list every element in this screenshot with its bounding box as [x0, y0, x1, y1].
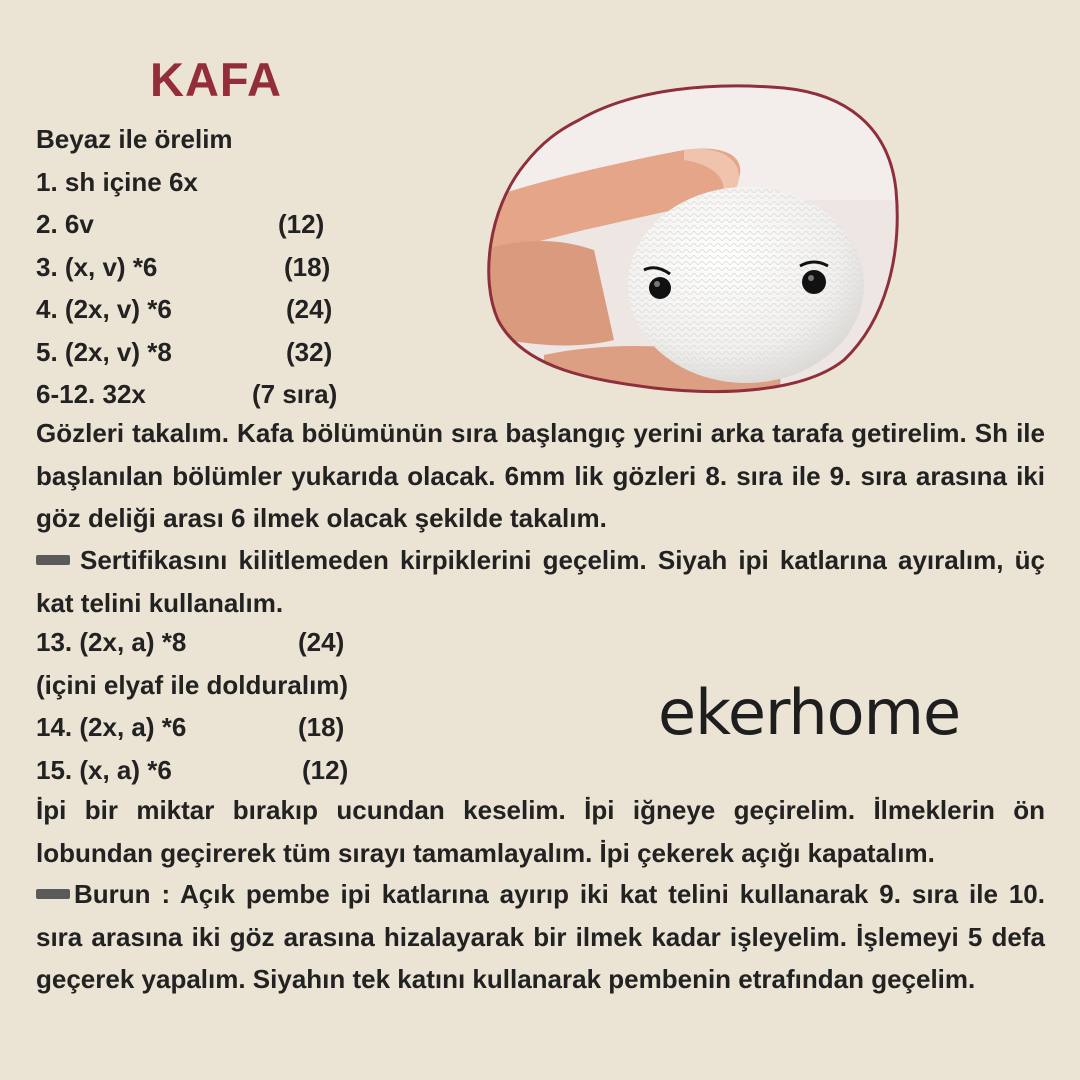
nose-text: Burun : Açık pembe ipi katlarına ayırıp iki kat telini kullanarak 9. sıra ile 10. sıra arasına iki göz arasına hizalayarak bir ilmek kadar işleyelim. İşlemeyi 5 defa geçerek yapalım. Siyahın tek katını kullanarak pembenin etrafından geçelim. [36, 879, 1045, 994]
eyes-paragraph: Gözleri takalım. Kafa bölümünün sıra başlangıç yerini arka tarafa getirelim. Sh ile başlanılan bölümler yukarıda olacak. 6mm lik gözleri 8. sıra ile 9. sıra arasına iki göz deliği arası 6 ilmek olacak şekilde takalım. [36, 418, 1045, 533]
crochet-head-photo [484, 80, 900, 395]
row-count: (12) [302, 754, 349, 785]
row-label: 5. (2x, v) *8 [36, 336, 172, 367]
row-count: (18) [284, 251, 331, 282]
pattern-row [36, 288, 333, 331]
row-label: 6-12. 32x [36, 379, 146, 409]
pattern-row [36, 331, 333, 374]
row-label: 2. 6v [36, 209, 94, 239]
row-label: 15. (x, a) *6 [36, 754, 172, 785]
brand-logo: ekerhome [658, 676, 961, 749]
row-label: 14. (2x, a) *6 [36, 712, 187, 742]
pattern-rows-top [36, 118, 338, 416]
pattern-row [36, 203, 325, 246]
minus-icon [36, 555, 70, 565]
right-eye [802, 270, 826, 294]
row-count: (24) [286, 294, 333, 324]
pattern-row [36, 664, 348, 707]
finish-paragraph: İpi bir miktar bırakıp ucundan keselim. İpi iğneye geçirelim. İlmeklerin ön lobundan geçirerek tüm sırayı tamamlayalım. İpi çekerek açığı kapatalım. [36, 795, 1045, 868]
row-count: (12) [278, 209, 325, 239]
minus-icon [36, 889, 70, 899]
left-eye [649, 277, 671, 299]
row-label: 4. (2x, v) *6 [36, 294, 172, 324]
pattern-row [36, 749, 348, 792]
pattern-row [36, 161, 233, 204]
pattern-row [36, 706, 348, 749]
pattern-row [36, 246, 331, 289]
lashes-text: Sertifikasını kilitlemeden kirpiklerini geçelim. Siyah ipi katlarına ayıralım, üç kat telini kullanalım. [36, 545, 1045, 618]
row-label: 3. (x, v) *6 [36, 251, 158, 282]
lashes-paragraph [36, 539, 1045, 624]
page-title: KAFA [150, 53, 282, 106]
pattern-rows-bottom [36, 621, 348, 791]
row-count: (7 sıra) [252, 379, 338, 409]
row-count: (24) [298, 627, 345, 657]
row-count: (18) [298, 712, 345, 742]
row-label: 1. sh içine 6x [36, 166, 198, 197]
pattern-row [36, 373, 338, 416]
intro-line [36, 118, 233, 161]
row-label: (içini elyaf ile dolduralım) [36, 669, 349, 700]
row-label: 13. (2x, a) *8 [36, 627, 187, 657]
row-count: (32) [286, 336, 333, 367]
nose-paragraph [36, 873, 1045, 1001]
pattern-row [36, 621, 348, 664]
intro-text: Beyaz ile örelim [36, 124, 233, 154]
